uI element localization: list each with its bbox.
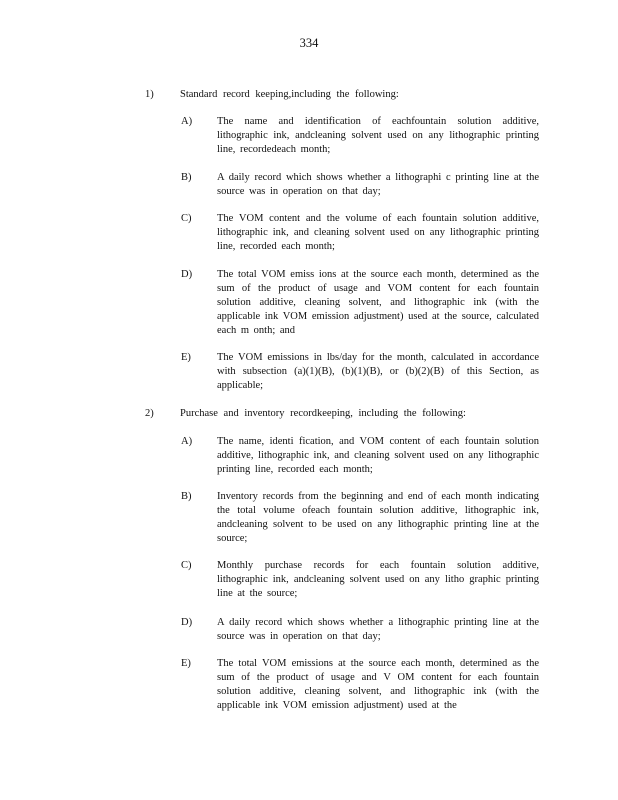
item-letter: D) bbox=[181, 617, 193, 628]
item-text: The VOM content and the volume of each fountain solution additive, lithographic ink, and cleaning solvent used on any lithographic printing line, recorded each month; bbox=[217, 213, 539, 252]
item-letter: D) bbox=[181, 269, 193, 280]
item-letter: C) bbox=[181, 213, 192, 224]
item-text: The total VOM emiss ions at the source each month, determined as the sum of the product of usage and VOM content for each fountain solution additive, cleaning solvent, and lithographic ink (with the applicable ink VOM emission adjustment) used at the source, calculated each m onth; and bbox=[217, 269, 539, 336]
item-text: Inventory records from the beginning and end of each month indicating the total volume ofeach fountain solution additive, lithographic ink, andcleaning solvent to be used on any lithographic printing line at the source; bbox=[217, 491, 539, 544]
item-letter: E) bbox=[181, 658, 191, 669]
item-letter: C) bbox=[181, 560, 192, 571]
item-text: A daily record which shows whether a lithographic printing line at the source was in operation on that day; bbox=[217, 617, 539, 642]
item-letter: E) bbox=[181, 352, 191, 363]
section-number: 1) bbox=[145, 89, 154, 100]
item-letter: B) bbox=[181, 491, 192, 502]
section-title: Standard record keeping,including the following: bbox=[180, 89, 399, 100]
item-text: Monthly purchase records for each fountain solution additive, lithographic ink, andcleaning solvent used on any litho graphic printing line at the source; bbox=[217, 560, 539, 599]
item-text: The VOM emissions in lbs/day for the month, calculated in accordance with subsection (a)(1)(B), (b)(1)(B), or (b)(2)(B) of this Section, as applicable; bbox=[217, 352, 539, 391]
item-text: The name, identi fication, and VOM content of each fountain solution additive, lithographic ink, and cleaning solvent used on any lithographic printing line, recorded each month; bbox=[217, 436, 539, 475]
page-number: 334 bbox=[299, 36, 319, 50]
item-text: The total VOM emissions at the source each month, determined as the sum of the product of usage and V OM content for each fountain solution additive, cleaning solvent, and lithographic ink (with the applicable ink VOM emission adjustment) used at the bbox=[217, 658, 539, 711]
item-letter: A) bbox=[181, 436, 193, 447]
item-letter: A) bbox=[181, 116, 193, 127]
item-letter: B) bbox=[181, 172, 192, 183]
section-title: Purchase and inventory recordkeeping, including the following: bbox=[180, 408, 466, 419]
section-number: 2) bbox=[145, 408, 154, 419]
item-text: A daily record which shows whether a lithographi c printing line at the source was in operation on that day; bbox=[217, 172, 539, 197]
item-text: The name and identification of eachfountain solution additive, lithographic ink, andcleaning solvent used on any lithographic printing line, recordedeach month; bbox=[217, 116, 539, 155]
